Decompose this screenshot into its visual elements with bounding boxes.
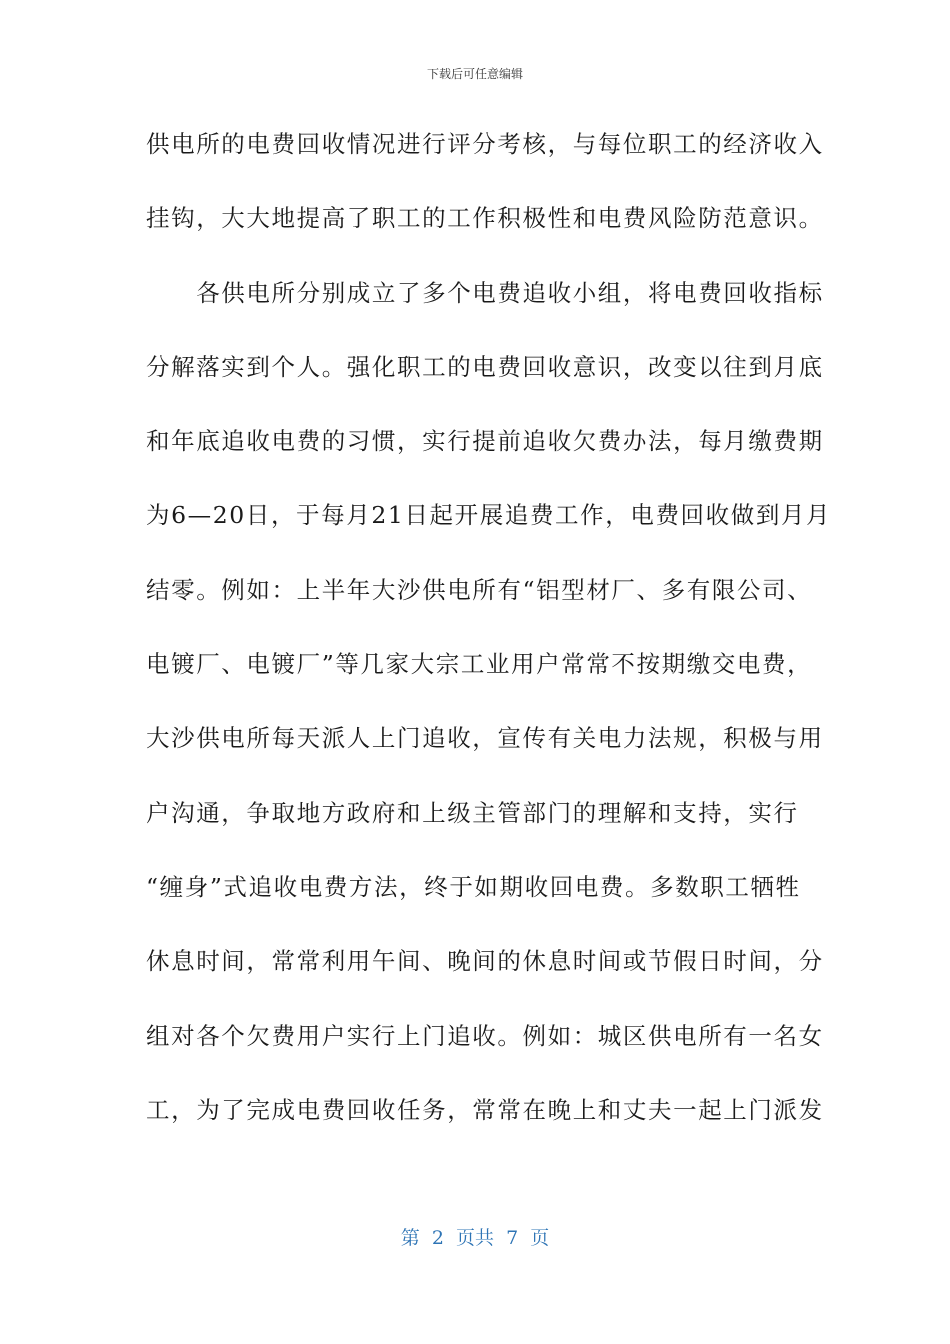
text-line: 休息时间，常常利用午间、晚间的休息时间或节假日时间，分 — [146, 947, 824, 976]
text-line: 结零。例如：上半年大沙供电所有“铝型材厂、多有限公司、 — [146, 575, 813, 604]
text-line: 大沙供电所每天派人上门追收，宣传有关电力法规，积极与用 — [146, 724, 824, 753]
text-line: 为6—20日，于每月21日起开展追费工作，电费回收做到月月 — [146, 501, 832, 530]
text-line: 电镀厂、电镀厂”等几家大宗工业用户常常不按期缴交电费， — [146, 650, 813, 679]
page-footer: 第 2 页共 7 页 — [400, 1227, 550, 1249]
text-line: 和年底追收电费的习惯，实行提前追收欠费办法，每月缴费期 — [146, 427, 824, 456]
text-line: 分解落实到个人。强化职工的电费回收意识，改变以往到月底 — [146, 352, 824, 381]
text-line: 工，为了完成电费回收任务，常常在晚上和丈夫一起上门派发 — [146, 1095, 824, 1124]
text-line: 组对各个欠费用户实行上门追收。例如：城区供电所有一名女 — [146, 1021, 824, 1050]
page-header: 下载后可任意编辑 — [426, 67, 523, 81]
body-text — [146, 118, 832, 1158]
text-line: “缠身”式追收电费方法，终于如期收回电费。多数职工牺牲 — [146, 872, 801, 901]
text-line: 户沟通，争取地方政府和上级主管部门的理解和支持，实行 — [146, 798, 799, 827]
text-line: 各供电所分别成立了多个电费追收小组，将电费回收指标 — [146, 278, 824, 307]
text-line: 挂钩，大大地提高了职工的工作积极性和电费风险防范意识。 — [146, 204, 824, 233]
text-line: 供电所的电费回收情况进行评分考核，与每位职工的经济收入 — [146, 130, 824, 158]
